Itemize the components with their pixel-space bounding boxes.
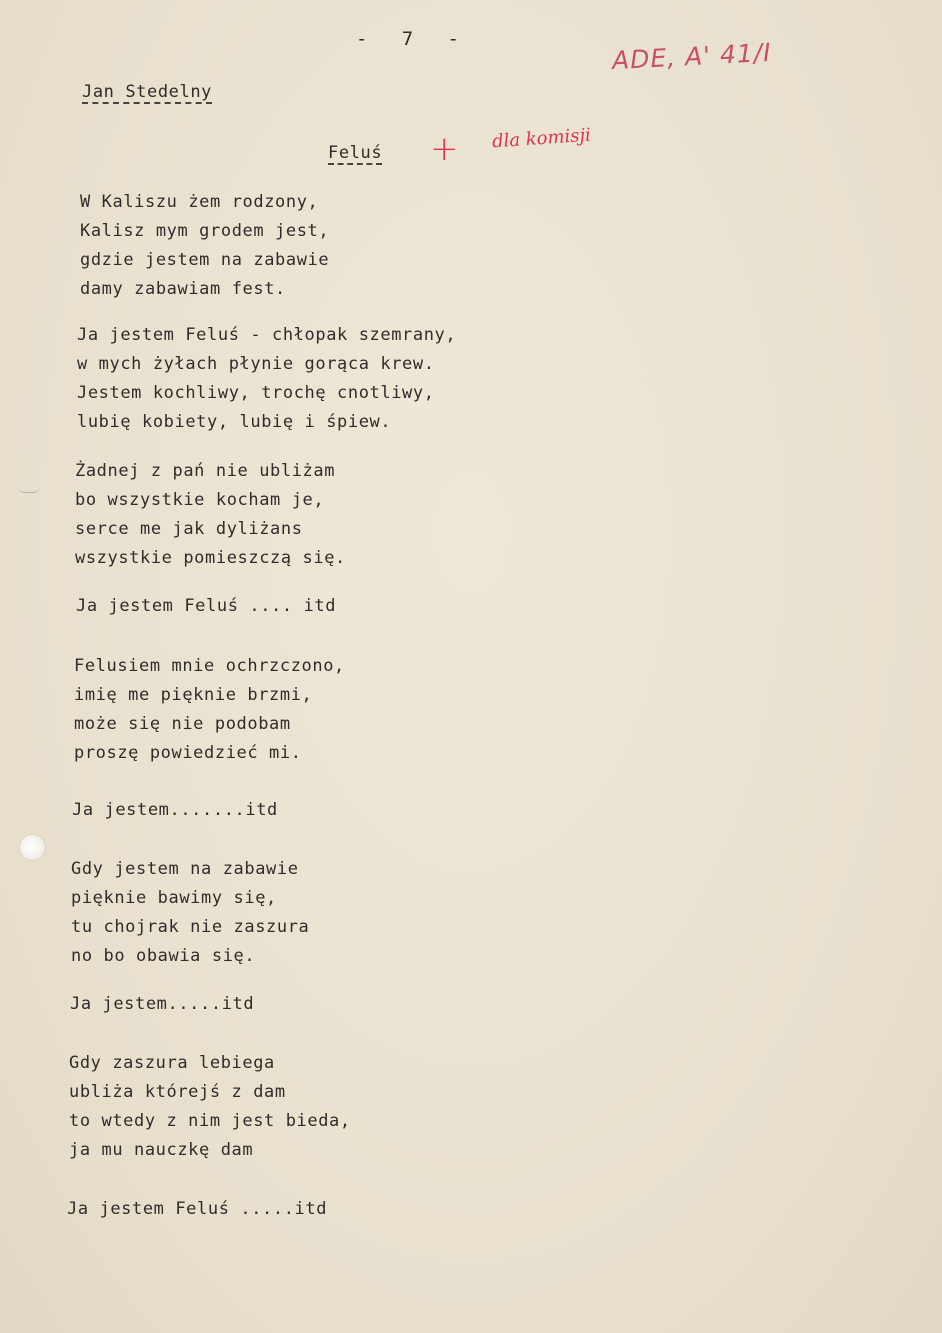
verse-line: Jestem kochliwy, trochę cnotliwy, [77,383,435,403]
stanza-4 [74,652,345,768]
refrain-3 [70,990,254,1019]
verse-line: Kalisz mym grodem jest, [80,221,330,241]
verse-line: Ja jestem Feluś .....itd [67,1199,328,1219]
refrain-2 [72,796,278,825]
archive-reference: ADE, A' 41/I [611,37,773,76]
verse-line: pięknie bawimy się, [71,888,277,908]
refrain-4 [67,1195,327,1224]
handwritten-plus-mark: + [430,129,459,169]
verse-line: bo wszystkie kocham je, [75,490,325,510]
verse-line: ubliża którejś z dam [69,1082,286,1102]
verse-line: damy zabawiam fest. [80,279,286,299]
verse-line: w mych żyłach płynie gorąca krew. [77,354,435,374]
verse-line: wszystkie pomieszczą się. [75,548,346,568]
verse-line: może się nie podobam [74,714,291,734]
verse-line: Ja jestem Feluś .... itd [76,596,337,616]
verse-line: proszę powiedzieć mi. [74,743,302,763]
stanza-5 [71,855,309,971]
verse-line: Ja jestem.......itd [72,800,278,820]
verse-line: Felusiem mnie ochrzczono, [74,656,345,676]
stanza-6 [69,1049,351,1165]
verse-line: lubię kobiety, lubię i śpiew. [77,412,392,432]
author-name: Jan Stedelny [82,82,213,102]
verse-line: W Kaliszu żem rodzony, [80,192,319,212]
verse-line: gdzie jestem na zabawie [80,250,330,270]
verse-line: Ja jestem.....itd [70,994,255,1014]
verse-line: Ja jestem Feluś - chłopak szemrany, [77,325,457,345]
punch-hole [20,835,45,860]
verse-line: no bo obawia się. [71,946,256,966]
stanza-3 [75,457,346,573]
page-number: - 7 - [356,28,459,50]
verse-line: to wtedy z nim jest bieda, [69,1111,351,1131]
verse-line: imię me pięknie brzmi, [74,685,313,705]
verse-line: tu chojrak nie zaszura [71,917,310,937]
verse-line: Gdy jestem na zabawie [71,859,299,879]
refrain-1 [76,592,336,621]
paper-crease [18,486,40,493]
verse-line: Żadnej z pań nie ubliżam [75,461,336,481]
stanza-1 [80,188,329,304]
poem-title: Feluś [328,143,383,163]
verse-line: serce me jak dyliżans [75,519,303,539]
stanza-2 [77,321,456,437]
verse-line: Gdy zaszura lebiega [69,1053,275,1073]
verse-line: ja mu nauczkę dam [69,1140,254,1160]
handwritten-note: dla komisji [491,124,592,153]
